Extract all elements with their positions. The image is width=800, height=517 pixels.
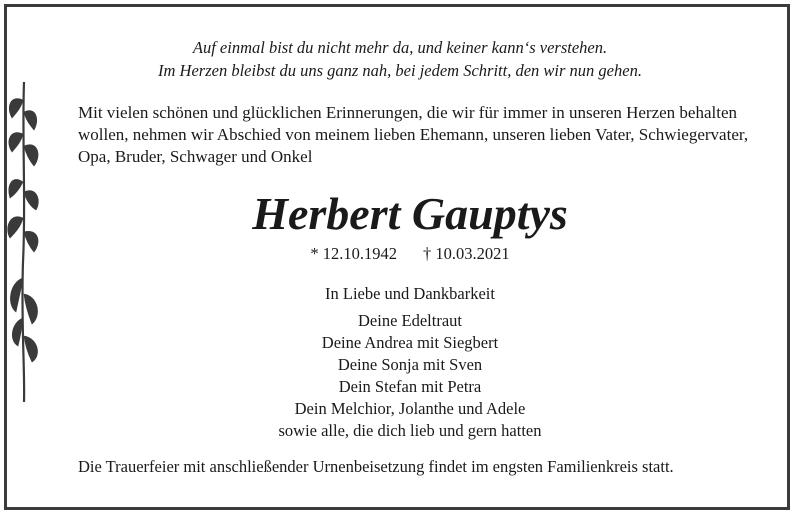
birth-date: * 12.10.1942 (310, 244, 397, 263)
family-list (0, 310, 800, 442)
deceased-name: Herbert Gauptys (252, 188, 568, 239)
memorial-poem (0, 36, 800, 82)
family-line: Deine Edeltraut (358, 311, 462, 330)
family-line: sowie alle, die dich lieb und gern hatten (278, 421, 542, 440)
family-line: Deine Sonja mit Sven (337, 355, 483, 374)
family-line: Dein Stefan mit Petra (338, 377, 482, 396)
funeral-notice: Die Trauerfeier mit anschließender Urnenbeisetzung findet im engsten Familienkreis statt. (78, 457, 674, 476)
death-date: † 10.03.2021 (423, 244, 510, 263)
intro-text: Mit vielen schönen und glücklichen Erinnerungen, die wir für immer in unseren Herzen behalten wollen, nehmen wir Abschied von meinem lieben Ehemann, unseren lieben Vater, Schwiegervater, Opa, Bruder, Schwager und Onkel (78, 103, 749, 166)
poem-line-2: Im Herzen bleibst du uns ganz nah, bei jedem Schritt, den wir nun gehen. (158, 61, 642, 80)
life-dates (0, 243, 800, 265)
family-line: Deine Andrea mit Siegbert (321, 333, 499, 352)
poem-line-1: Auf einmal bist du nicht mehr da, und keiner kann‘s verstehen. (192, 38, 608, 57)
closing-phrase: In Liebe und Dankbarkeit (325, 284, 495, 303)
family-line: Dein Melchior, Jolanthe und Adele (294, 399, 526, 418)
